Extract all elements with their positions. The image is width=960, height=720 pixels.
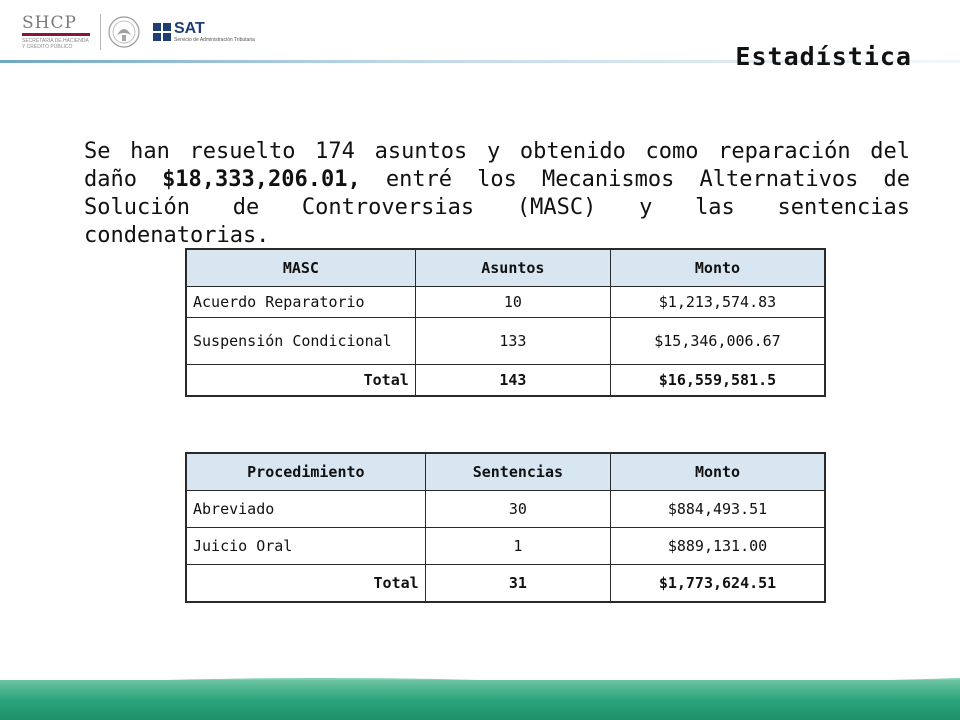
shcp-name: SHCP	[22, 13, 77, 33]
table-cell: Total	[186, 365, 415, 397]
table-cell: Juicio Oral	[186, 528, 425, 565]
table-total-row	[186, 365, 825, 397]
masc-table	[185, 248, 826, 397]
table-cell: $884,493.51	[611, 491, 825, 528]
table-cell: 30	[425, 491, 610, 528]
logo-divider	[100, 14, 101, 50]
table-cell: 10	[415, 287, 610, 318]
table-cell: Total	[186, 565, 425, 603]
shcp-subtitle-2: Y CRÉDITO PÚBLICO	[22, 44, 73, 50]
shcp-subtitle-1: SECRETARÍA DE HACIENDA	[22, 38, 89, 44]
table-header-row	[186, 453, 825, 491]
table-cell: $1,213,574.83	[610, 287, 825, 318]
table-cell: Suspensión Condicional	[186, 318, 415, 365]
summary-text-before: Se han resuelto 174 asuntos y obtenido como reparación del daño	[84, 139, 910, 192]
summary-amount: $18,333,206.01,	[162, 167, 361, 192]
table-cell: Abreviado	[186, 491, 425, 528]
column-header: Asuntos	[415, 249, 610, 287]
page-title: Estadística	[735, 42, 912, 71]
shcp-rule	[22, 33, 90, 36]
column-header: MASC	[186, 249, 415, 287]
sat-mark-icon	[153, 23, 171, 41]
table-cell: $16,559,581.5	[610, 365, 825, 397]
table-cell: $1,773,624.51	[611, 565, 825, 603]
table-total-row	[186, 565, 825, 603]
sat-subtitle: Servicio de Administración Tributaria	[174, 37, 255, 43]
summary-paragraph	[84, 138, 910, 250]
procedimiento-table	[185, 452, 826, 603]
national-seal-icon	[107, 15, 141, 49]
column-header: Monto	[610, 249, 825, 287]
table-cell: 133	[415, 318, 610, 365]
table-row	[186, 287, 825, 318]
table-row	[186, 318, 825, 365]
column-header: Procedimiento	[186, 453, 425, 491]
column-header: Monto	[611, 453, 825, 491]
table-cell: 143	[415, 365, 610, 397]
sat-logo	[153, 21, 255, 43]
table-header-row	[186, 249, 825, 287]
column-header: Sentencias	[425, 453, 610, 491]
table-cell: $15,346,006.67	[610, 318, 825, 365]
header-logos	[22, 12, 255, 52]
table-cell: $889,131.00	[611, 528, 825, 565]
sat-name: SAT	[174, 20, 205, 37]
table-row	[186, 491, 825, 528]
summary-text-after: entré los Mecanismos Alternativos de Solución de Controversias (MASC) y las sentencias condenatorias.	[84, 167, 910, 248]
table-row	[186, 528, 825, 565]
footer-band	[0, 680, 960, 720]
table-cell: 1	[425, 528, 610, 565]
table-cell: 31	[425, 565, 610, 603]
table-cell: Acuerdo Reparatorio	[186, 287, 415, 318]
shcp-logo	[22, 14, 96, 50]
